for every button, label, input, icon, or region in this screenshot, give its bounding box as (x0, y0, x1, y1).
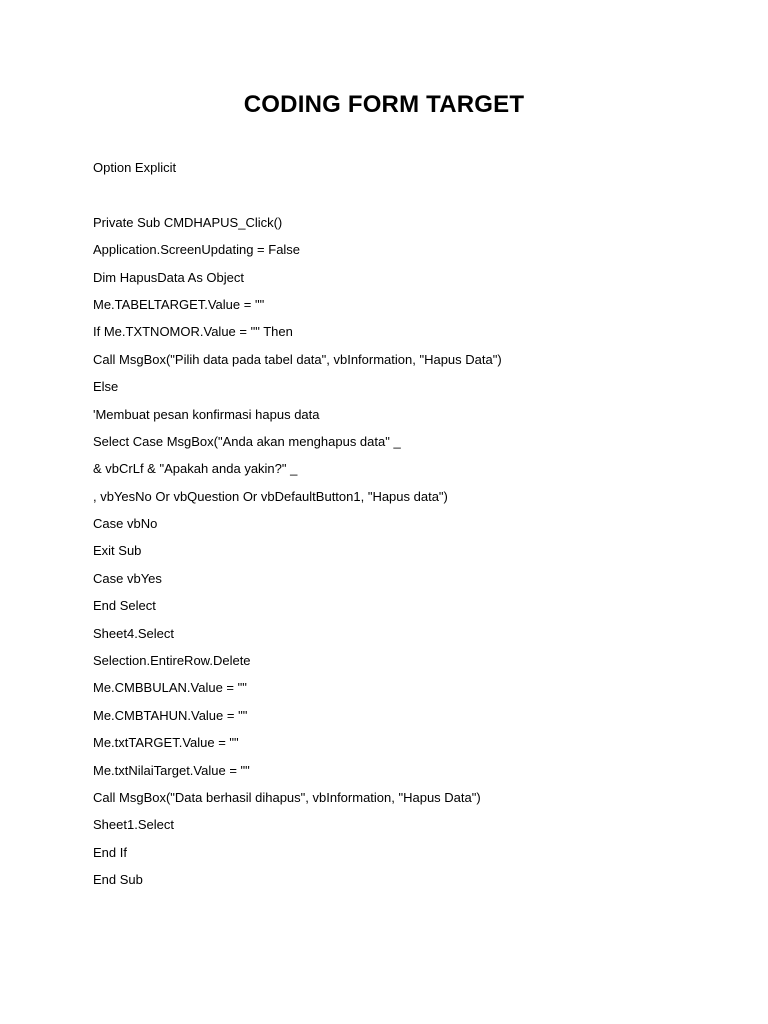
code-line: Sheet4.Select (93, 625, 174, 641)
code-line: Else (93, 379, 119, 395)
code-line: 'Membuat pesan konfirmasi hapus data (93, 406, 320, 422)
code-line: Me.txtNilaiTarget.Value = "" (93, 762, 250, 778)
code-line: , vbYesNo Or vbQuestion Or vbDefaultButton1, "Hapus data") (93, 488, 448, 504)
code-line: Call MsgBox("Data berhasil dihapus", vbInformation, "Hapus Data") (93, 789, 481, 805)
code-line: Private Sub CMDHAPUS_Click() (93, 214, 283, 230)
code-line: Me.txtTARGET.Value = "" (93, 735, 239, 751)
code-line: Sheet1.Select (93, 817, 174, 833)
code-line: End If (93, 844, 127, 860)
code-line: Case vbNo (93, 516, 158, 532)
code-line: Selection.EntireRow.Delete (93, 653, 251, 669)
code-line: End Sub (93, 872, 143, 888)
code-line: Dim HapusData As Object (93, 269, 245, 285)
document-title: CODING FORM TARGET (243, 91, 525, 118)
code-line-blank (93, 185, 733, 212)
code-line: Call MsgBox("Pilih data pada tabel data", vbInformation, "Hapus Data") (93, 351, 502, 367)
code-line: Application.ScreenUpdating = False (93, 242, 301, 258)
code-line: Option Explicit (93, 160, 177, 175)
code-line: End Select (93, 598, 156, 614)
code-line: If Me.TXTNOMOR.Value = "" Then (93, 324, 293, 340)
code-line: Me.CMBBULAN.Value = "" (93, 680, 247, 696)
code-line: Me.CMBTAHUN.Value = "" (93, 707, 248, 723)
code-line: Me.TABELTARGET.Value = "" (93, 296, 265, 312)
code-line: & vbCrLf & "Apakah anda yakin?" _ (93, 461, 298, 477)
code-line: Exit Sub (93, 543, 142, 559)
code-line: Select Case MsgBox("Anda akan menghapus data" _ (93, 433, 401, 449)
code-block (93, 158, 733, 898)
code-line: Case vbYes (93, 570, 162, 586)
